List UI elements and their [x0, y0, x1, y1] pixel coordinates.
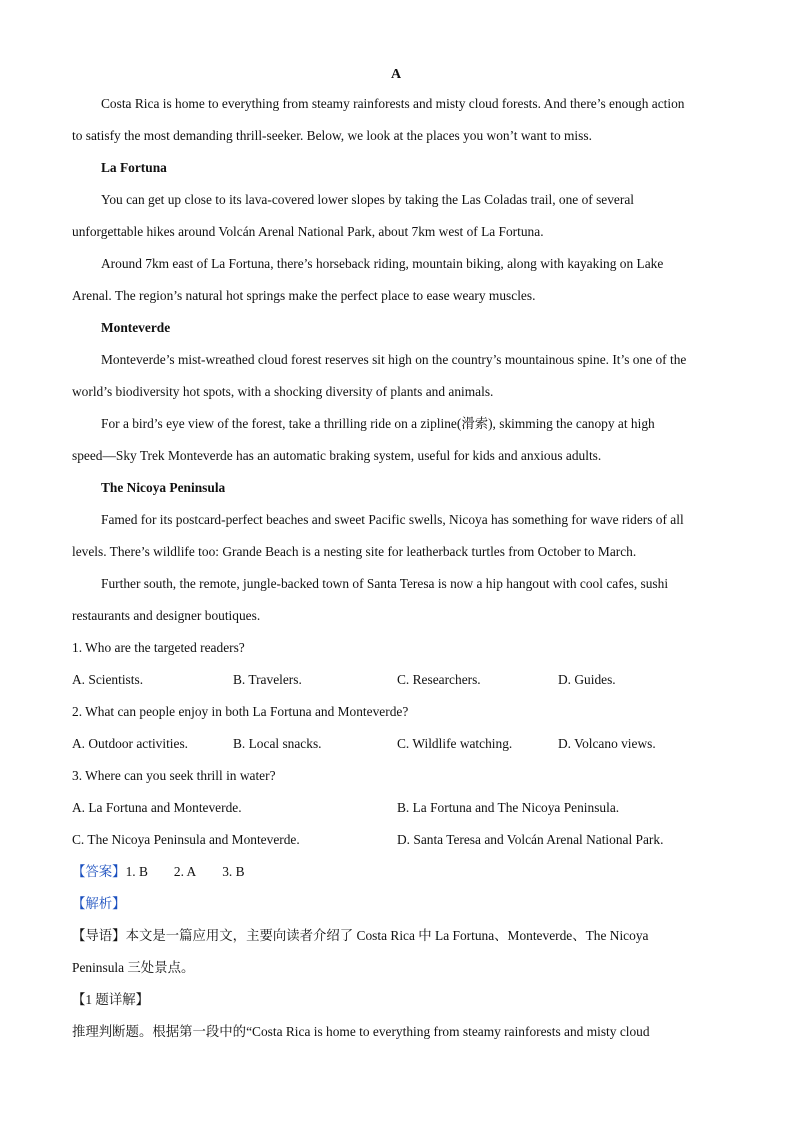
option-a: A. Outdoor activities.: [72, 736, 189, 751]
section-heading: The Nicoya Peninsula: [101, 480, 226, 495]
detail-text: 推理判断题。根据第一段中的“Costa Rica is home to everything from steamy rainforests and misty cloud: [72, 1024, 650, 1039]
text-line: For a bird’s eye view of the forest, take a thrilling ride on a zipline(滑索), skimming the canopy at high: [101, 416, 655, 431]
question-2: [72, 701, 720, 765]
option-d: D. Volcano views.: [558, 736, 656, 751]
text-line: unforgettable hikes around Volcán Arenal National Park, about 7km west of La Fortuna.: [72, 224, 544, 239]
text-line: Famed for its postcard-perfect beaches and sweet Pacific swells, Nicoya has something for wave riders of all: [101, 512, 684, 527]
section-monteverde: [72, 317, 720, 477]
answer-key: [72, 861, 720, 893]
question-options: [72, 669, 720, 701]
answer-2: 2. A: [173, 864, 197, 879]
option-a: A. La Fortuna and Monteverde.: [72, 800, 242, 815]
option-c: C. The Nicoya Peninsula and Monteverde.: [72, 832, 300, 847]
text-line: restaurants and designer boutiques.: [72, 608, 261, 623]
answer-3: 3. B: [222, 864, 245, 879]
section-la-fortuna: [72, 157, 720, 317]
section-heading: La Fortuna: [101, 160, 167, 175]
section-heading: Monteverde: [101, 320, 171, 335]
text-line: levels. There’s wildlife too: Grande Beach is a nesting site for leatherback turtles from October to March.: [72, 544, 637, 559]
section-nicoya: [72, 477, 720, 637]
text-line: Further south, the remote, jungle-backed town of Santa Teresa is now a hip hangout with cool cafes, sushi: [101, 576, 669, 591]
text-line: Arenal. The region’s natural hot springs make the perfect place to ease weary muscles.: [72, 288, 536, 303]
question-options: [72, 733, 720, 765]
question-options: [72, 829, 720, 861]
option-a: A. Scientists.: [72, 672, 144, 687]
option-c: C. Researchers.: [397, 672, 481, 687]
guide-line: Peninsula 三处景点。: [72, 960, 195, 975]
option-b: B. Local snacks.: [233, 736, 322, 751]
text-line: Monteverde’s mist-wreathed cloud forest reserves sit high on the country’s mountainous spine. It’s one of the: [101, 352, 687, 367]
question-3: [72, 765, 720, 861]
answer-label: 【答案】: [72, 864, 126, 879]
text-line: Around 7km east of La Fortuna, there’s horseback riding, mountain biking, along with kayaking on Lake: [101, 256, 664, 271]
intro-paragraph: [72, 93, 720, 157]
option-b: B. Travelers.: [233, 672, 302, 687]
analysis-label: 【解析】: [72, 896, 126, 911]
text-line: world’s biodiversity hot spots, with a shocking diversity of plants and animals.: [72, 384, 494, 399]
option-b: B. La Fortuna and The Nicoya Peninsula.: [397, 800, 620, 815]
question-1: [72, 637, 720, 701]
text-line: to satisfy the most demanding thrill-seeker. Below, we look at the places you won’t want to miss.: [72, 128, 592, 143]
text-line: speed—Sky Trek Monteverde has an automatic braking system, useful for kids and anxious adults.: [72, 448, 602, 463]
option-d: D. Guides.: [558, 672, 616, 687]
option-d: D. Santa Teresa and Volcán Arenal National Park.: [397, 832, 664, 847]
document-content: [72, 64, 720, 1053]
guide-line: [72, 925, 720, 957]
option-c: C. Wildlife watching.: [397, 736, 513, 751]
answer-1: 1. B: [125, 864, 148, 879]
guide-label: 【导语】: [72, 928, 126, 943]
guide-text: 本文是一篇应用文，主要向读者介绍了 Costa Rica 中 La Fortuna、Monteverde、The Nicoya: [125, 928, 649, 943]
question-stem: 3. Where can you seek thrill in water?: [72, 768, 276, 783]
passage-title: A: [390, 67, 402, 82]
question-stem: 1. Who are the targeted readers?: [72, 640, 245, 655]
text-line: You can get up close to its lava-covered lower slopes by taking the Las Coladas trail, one of several: [101, 192, 635, 207]
text-line: Costa Rica is home to everything from steamy rainforests and misty cloud forests. And there’s enough action: [101, 96, 685, 111]
detail-label: 【1 题详解】: [72, 992, 149, 1007]
question-options: [72, 797, 720, 829]
question-stem: 2. What can people enjoy in both La Fortuna and Monteverde?: [72, 704, 409, 719]
